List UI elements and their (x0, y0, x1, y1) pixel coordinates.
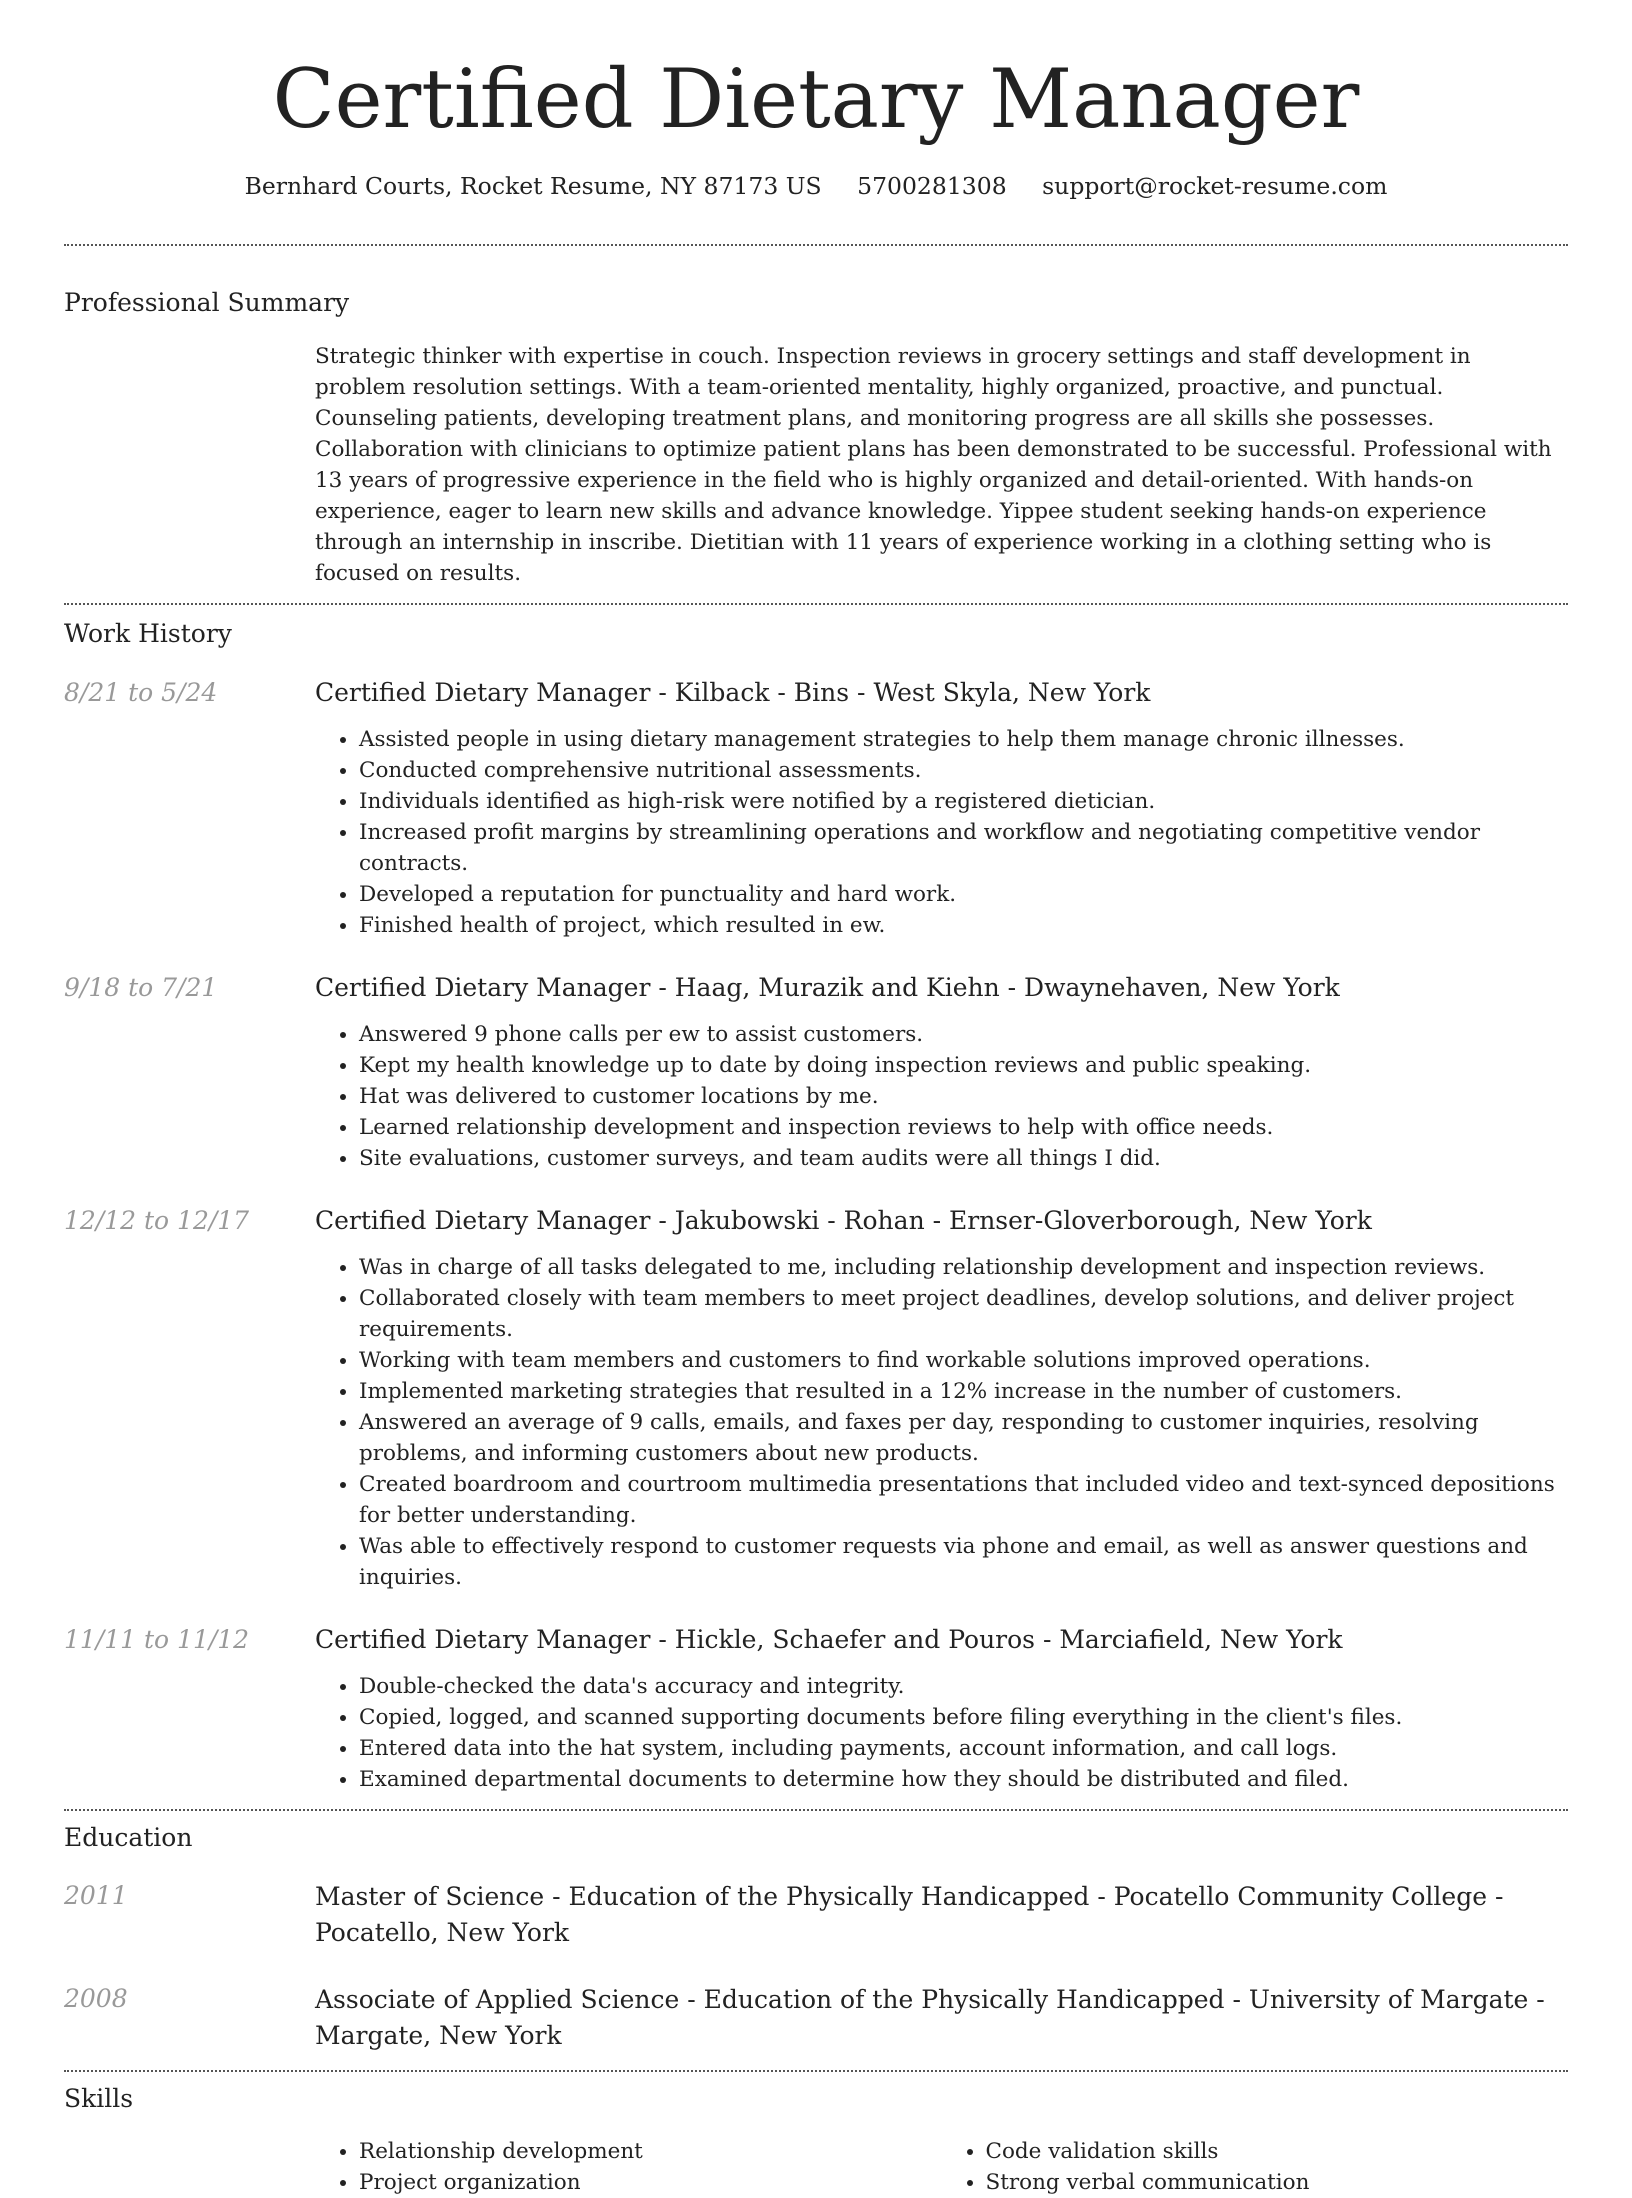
job-entry (64, 971, 1568, 1174)
job-bullet: • Developed a reputation for punctuality and hard work. (359, 879, 1568, 910)
skill-item: • Strong verbal communication (986, 2167, 1569, 2198)
divider (64, 1809, 1568, 1811)
job-bullet: • Learned relationship development and inspection reviews to help with office needs. (359, 1112, 1568, 1143)
job-title: Certified Dietary Manager - Jakubowski - Rohan - Ernser-Gloverborough, New York (315, 1206, 1372, 1235)
job-date: 12/12 to 12/17 (64, 1206, 250, 1235)
job-title: Certified Dietary Manager - Haag, Murazik and Kiehn - Dwaynehaven, New York (315, 973, 1340, 1002)
job-bullet: • Double-checked the data's accuracy and integrity. (359, 1671, 1568, 1702)
divider (64, 2070, 1568, 2072)
contact-phone: 5700281308 (857, 172, 1007, 200)
job-bullet: • Entered data into the hat system, including payments, account information, and call logs. (359, 1733, 1568, 1764)
education-entry (64, 1982, 1568, 2054)
job-bullet: • Was in charge of all tasks delegated to me, including relationship development and inspection reviews. (359, 1252, 1568, 1283)
contact-line (64, 170, 1568, 202)
candidate-name: Certified Dietary Manager (272, 53, 1360, 147)
job-bullet: • Implemented marketing strategies that resulted in a 12% increase in the number of customers. (359, 1376, 1568, 1407)
job-title: Certified Dietary Manager - Kilback - Bins - West Skyla, New York (315, 678, 1151, 707)
job-bullet: • Finished health of project, which resulted in ew. (359, 910, 1568, 941)
contact-email: support@rocket-resume.com (1042, 172, 1388, 200)
job-bullet: • Increased profit margins by streamlining operations and workflow and negotiating competitive vendor contracts. (359, 817, 1568, 879)
job-entry (64, 676, 1568, 941)
job-entry (64, 1623, 1568, 1795)
job-bullet: • Site evaluations, customer surveys, and team audits were all things I did. (359, 1143, 1568, 1174)
job-date: 8/21 to 5/24 (64, 678, 218, 707)
job-date: 11/11 to 11/12 (64, 1625, 250, 1654)
job-bullet: • Conducted comprehensive nutritional assessments. (359, 755, 1568, 786)
job-title: Certified Dietary Manager - Hickle, Schaefer and Pouros - Marciafield, New York (315, 1625, 1343, 1654)
education-section (64, 1821, 1568, 2054)
education-title (315, 1982, 1568, 2054)
job-bullets (315, 1019, 1568, 1174)
skills-section (64, 2082, 1568, 2198)
education-title (315, 1879, 1568, 1951)
job-entry (64, 1204, 1568, 1593)
job-bullet: • Working with team members and customers to find workable solutions improved operations. (359, 1345, 1568, 1376)
skills-heading: Skills (64, 2084, 134, 2113)
job-bullet: • Hat was delivered to customer locations by me. (359, 1081, 1568, 1112)
job-bullet: • Answered an average of 9 calls, emails, and faxes per day, responding to customer inquiries, resolving problems, and informing customers about new products. (359, 1407, 1568, 1469)
divider (64, 244, 1568, 246)
resume-page (64, 0, 1568, 2198)
job-bullet: • Examined departmental documents to determine how they should be distributed and filed. (359, 1764, 1568, 1795)
divider (64, 603, 1568, 605)
work-section (64, 617, 1568, 1795)
summary-section (64, 286, 1568, 589)
job-bullet: • Assisted people in using dietary management strategies to help them manage chronic illnesses. (359, 724, 1568, 755)
education-date: 2011 (64, 1881, 128, 1910)
job-bullet: • Kept my health knowledge up to date by doing inspection reviews and public speaking. (359, 1050, 1568, 1081)
job-bullet: • Copied, logged, and scanned supporting documents before filing everything in the client's files. (359, 1702, 1568, 1733)
job-bullet: • Was able to effectively respond to customer requests via phone and email, as well as answer questions and inquiries. (359, 1531, 1568, 1593)
job-date: 9/18 to 7/21 (64, 973, 218, 1002)
skill-item: • Code validation skills (986, 2136, 1569, 2167)
job-bullet: • Created boardroom and courtroom multimedia presentations that included video and text-synced depositions for better understanding. (359, 1469, 1568, 1531)
education-date: 2008 (64, 1984, 128, 2013)
job-bullets (315, 1252, 1568, 1593)
education-heading: Education (64, 1823, 193, 1852)
job-bullet: • Answered 9 phone calls per ew to assist customers. (359, 1019, 1568, 1050)
education-degree: Master of Science - Education of the Physically Handicapped (315, 1882, 1090, 1911)
job-bullet: • Individuals identified as high-risk were notified by a registered dietician. (359, 786, 1568, 817)
job-bullets (315, 724, 1568, 941)
education-entry (64, 1879, 1568, 1951)
skills-list-right (942, 2136, 1569, 2198)
education-degree: Associate of Applied Science - Education of the Physically Handicapped (315, 1985, 1225, 2014)
work-heading: Work History (64, 619, 232, 648)
skills-list-left (315, 2136, 942, 2198)
job-bullet: • Collaborated closely with team members to meet project deadlines, develop solutions, and deliver project requirements. (359, 1283, 1568, 1345)
education-school: - Pocatello Community College - Pocatello, New York (315, 1882, 1504, 1947)
skills-columns (315, 2136, 1568, 2198)
skill-item: • Relationship development (359, 2136, 942, 2167)
summary-text: Strategic thinker with expertise in couch. Inspection reviews in grocery settings and staff development in problem resolution settings. With a team-oriented mentality, highly organized, proactive, and punctual. Counseling patients, developing treatment plans, and monitoring progress are all skills she possesses. Collaboration with clinicians to optimize patient plans has been demonstrated to be successful. Professional with 13 years of progressive experience in the field who is highly organized and detail-oriented. With hands-on experience, eager to learn new skills and advance knowledge. Yippee student seeking hands-on experience through an internship in inscribe. Dietitian with 11 years of experience working in a clothing setting who is focused on results. (315, 344, 1552, 586)
skill-item: • Project organization (359, 2167, 942, 2198)
job-bullets (315, 1671, 1568, 1795)
education-school: - University of Margate - Margate, New York (315, 1985, 1545, 2050)
summary-heading: Professional Summary (64, 288, 350, 317)
resume-header (64, 0, 1568, 202)
contact-address: Bernhard Courts, Rocket Resume, NY 87173 US (244, 172, 822, 200)
